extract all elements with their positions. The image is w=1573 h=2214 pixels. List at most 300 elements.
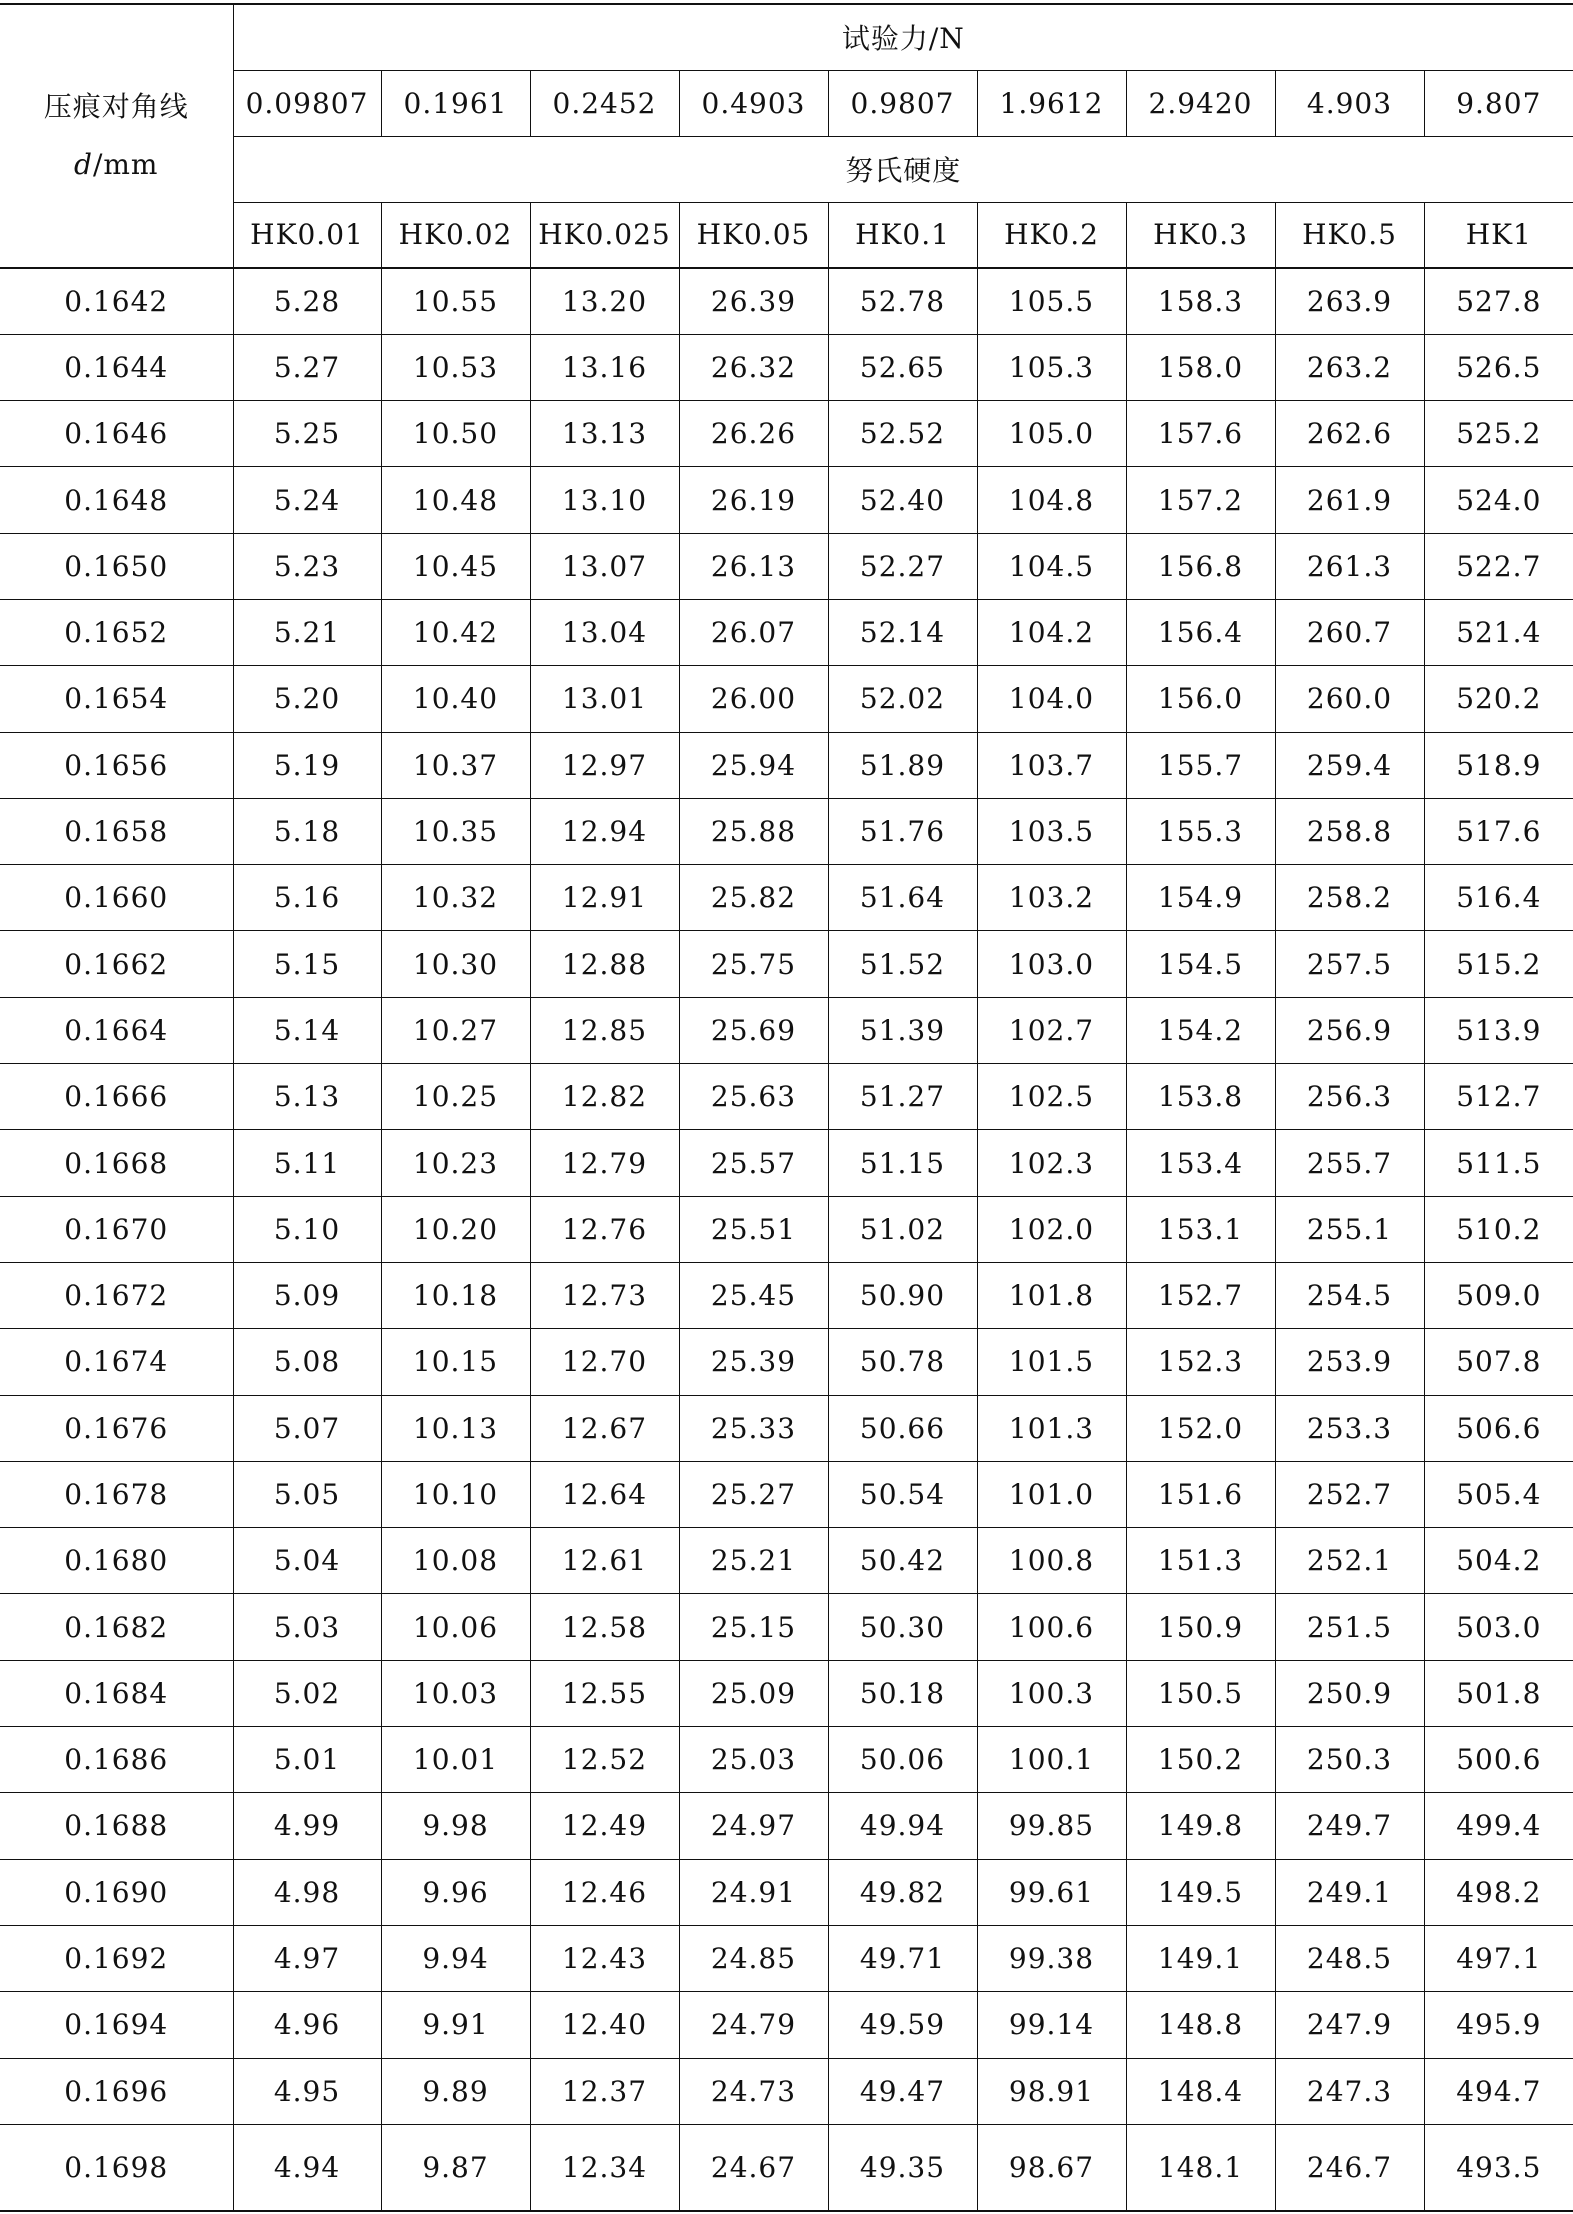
- hardness-cell: 12.43: [530, 1925, 679, 1991]
- hardness-cell: 150.9: [1126, 1594, 1275, 1660]
- hardness-cell: 12.55: [530, 1660, 679, 1726]
- hardness-cell: 5.23: [233, 533, 381, 599]
- hardness-cell: 5.03: [233, 1594, 381, 1660]
- hardness-cell: 157.2: [1126, 467, 1275, 533]
- diagonal-cell: 0.1692: [0, 1925, 233, 1991]
- hardness-cell: 524.0: [1424, 467, 1573, 533]
- table-row: [0, 1064, 1573, 1130]
- hardness-cell: 4.99: [233, 1793, 381, 1859]
- hardness-cell: 10.40: [381, 666, 530, 732]
- hardness-cell: 512.7: [1424, 1064, 1573, 1130]
- table-row: [0, 732, 1573, 798]
- hardness-cell: 102.0: [977, 1196, 1126, 1262]
- hardness-cell: 25.39: [679, 1329, 828, 1395]
- hardness-cell: 5.10: [233, 1196, 381, 1262]
- hardness-cell: 511.5: [1424, 1130, 1573, 1196]
- table-row: [0, 798, 1573, 864]
- force-value-cell: 0.1961: [381, 70, 530, 136]
- hardness-cell: 513.9: [1424, 997, 1573, 1063]
- hardness-cell: 5.15: [233, 931, 381, 997]
- hardness-cell: 498.2: [1424, 1859, 1573, 1925]
- hardness-cell: 5.19: [233, 732, 381, 798]
- hardness-cell: 150.5: [1126, 1660, 1275, 1726]
- stub-label: 压痕对角线: [43, 90, 189, 123]
- hardness-cell: 250.9: [1275, 1660, 1424, 1726]
- hardness-cell: 13.04: [530, 599, 679, 665]
- hardness-cell: 247.9: [1275, 1992, 1424, 2058]
- hardness-cell: 525.2: [1424, 401, 1573, 467]
- hardness-cell: 12.61: [530, 1528, 679, 1594]
- hardness-cell: 249.1: [1275, 1859, 1424, 1925]
- hardness-cell: 4.95: [233, 2058, 381, 2124]
- stub-unit: /mm: [92, 148, 159, 181]
- hardness-cell: 12.52: [530, 1727, 679, 1793]
- table-body: [0, 268, 1573, 2211]
- hardness-cell: 515.2: [1424, 931, 1573, 997]
- hardness-cell: 5.28: [233, 268, 381, 334]
- hardness-cell: 156.4: [1126, 599, 1275, 665]
- hardness-cell: 4.94: [233, 2124, 381, 2211]
- hardness-cell: 504.2: [1424, 1528, 1573, 1594]
- scale-label-cell: HK0.5: [1275, 202, 1424, 268]
- table-row: [0, 1196, 1573, 1262]
- hardness-cell: 26.07: [679, 599, 828, 665]
- hardness-cell: 156.0: [1126, 666, 1275, 732]
- diagonal-cell: 0.1652: [0, 599, 233, 665]
- hardness-cell: 52.52: [828, 401, 977, 467]
- hardness-cell: 5.21: [233, 599, 381, 665]
- hardness-cell: 12.88: [530, 931, 679, 997]
- hardness-cell: 10.25: [381, 1064, 530, 1130]
- diagonal-cell: 0.1674: [0, 1329, 233, 1395]
- hardness-cell: 99.14: [977, 1992, 1126, 2058]
- hardness-cell: 99.85: [977, 1793, 1126, 1859]
- hardness-cell: 10.48: [381, 467, 530, 533]
- table-row: [0, 1793, 1573, 1859]
- force-value-cell: 0.09807: [233, 70, 381, 136]
- table-row: [0, 997, 1573, 1063]
- hardness-cell: 256.9: [1275, 997, 1424, 1063]
- hardness-cell: 26.13: [679, 533, 828, 599]
- hardness-cell: 509.0: [1424, 1262, 1573, 1328]
- hardness-cell: 518.9: [1424, 732, 1573, 798]
- hardness-cell: 12.70: [530, 1329, 679, 1395]
- hardness-cell: 158.3: [1126, 268, 1275, 334]
- hardness-cell: 12.76: [530, 1196, 679, 1262]
- hardness-cell: 5.11: [233, 1130, 381, 1196]
- hardness-cell: 26.39: [679, 268, 828, 334]
- hardness-cell: 51.27: [828, 1064, 977, 1130]
- hardness-cell: 13.16: [530, 334, 679, 400]
- hardness-cell: 9.91: [381, 1992, 530, 2058]
- hardness-cell: 258.8: [1275, 798, 1424, 864]
- force-value-cell: 4.903: [1275, 70, 1424, 136]
- hardness-cell: 13.10: [530, 467, 679, 533]
- table-row: [0, 865, 1573, 931]
- hardness-cell: 50.90: [828, 1262, 977, 1328]
- scale-label-cell: HK0.05: [679, 202, 828, 268]
- hardness-cell: 25.57: [679, 1130, 828, 1196]
- diagonal-cell: 0.1664: [0, 997, 233, 1063]
- hardness-cell: 50.42: [828, 1528, 977, 1594]
- hardness-cell: 51.52: [828, 931, 977, 997]
- hardness-cell: 10.37: [381, 732, 530, 798]
- force-value-cell: 0.9807: [828, 70, 977, 136]
- hardness-cell: 51.15: [828, 1130, 977, 1196]
- hardness-cell: 49.82: [828, 1859, 977, 1925]
- hardness-cell: 51.64: [828, 865, 977, 931]
- table-row: [0, 2058, 1573, 2124]
- hardness-cell: 526.5: [1424, 334, 1573, 400]
- hardness-cell: 503.0: [1424, 1594, 1573, 1660]
- hardness-cell: 249.7: [1275, 1793, 1424, 1859]
- hardness-cell: 50.78: [828, 1329, 977, 1395]
- table-row: [0, 1992, 1573, 2058]
- hardness-cell: 25.94: [679, 732, 828, 798]
- hardness-cell: 247.3: [1275, 2058, 1424, 2124]
- hardness-cell: 148.4: [1126, 2058, 1275, 2124]
- hardness-cell: 102.5: [977, 1064, 1126, 1130]
- hardness-cell: 50.06: [828, 1727, 977, 1793]
- hardness-cell: 13.07: [530, 533, 679, 599]
- scale-label-cell: HK0.01: [233, 202, 381, 268]
- hardness-cell: 152.0: [1126, 1395, 1275, 1461]
- hardness-cell: 100.8: [977, 1528, 1126, 1594]
- hardness-cell: 517.6: [1424, 798, 1573, 864]
- hardness-cell: 154.5: [1126, 931, 1275, 997]
- hardness-cell: 12.46: [530, 1859, 679, 1925]
- hardness-cell: 151.6: [1126, 1461, 1275, 1527]
- hardness-cell: 5.08: [233, 1329, 381, 1395]
- hardness-cell: 527.8: [1424, 268, 1573, 334]
- diagonal-cell: 0.1662: [0, 931, 233, 997]
- table-row: [0, 2124, 1573, 2211]
- hardness-cell: 12.94: [530, 798, 679, 864]
- hardness-cell: 258.2: [1275, 865, 1424, 931]
- hardness-cell: 500.6: [1424, 1727, 1573, 1793]
- hardness-cell: 12.91: [530, 865, 679, 931]
- knoop-hardness-table: [0, 3, 1573, 2212]
- hardness-cell: 522.7: [1424, 533, 1573, 599]
- hardness-cell: 155.3: [1126, 798, 1275, 864]
- hardness-cell: 50.54: [828, 1461, 977, 1527]
- hardness-cell: 151.3: [1126, 1528, 1275, 1594]
- hardness-cell: 248.5: [1275, 1925, 1424, 1991]
- hardness-cell: 155.7: [1126, 732, 1275, 798]
- scale-label-cell: HK0.025: [530, 202, 679, 268]
- diagonal-cell: 0.1690: [0, 1859, 233, 1925]
- hardness-cell: 50.66: [828, 1395, 977, 1461]
- hardness-cell: 5.09: [233, 1262, 381, 1328]
- hardness-cell: 49.71: [828, 1925, 977, 1991]
- hardness-cell: 103.0: [977, 931, 1126, 997]
- hardness-cell: 5.04: [233, 1528, 381, 1594]
- diagonal-cell: 0.1656: [0, 732, 233, 798]
- hardness-cell: 153.8: [1126, 1064, 1275, 1130]
- hardness-cell: 5.20: [233, 666, 381, 732]
- hardness-cell: 49.47: [828, 2058, 977, 2124]
- hardness-cell: 10.15: [381, 1329, 530, 1395]
- hardness-cell: 262.6: [1275, 401, 1424, 467]
- diagonal-cell: 0.1694: [0, 1992, 233, 2058]
- diagonal-cell: 0.1678: [0, 1461, 233, 1527]
- hardness-cell: 12.73: [530, 1262, 679, 1328]
- hardness-cell: 12.64: [530, 1461, 679, 1527]
- hardness-cell: 25.33: [679, 1395, 828, 1461]
- force-value-cell: 0.2452: [530, 70, 679, 136]
- hardness-cell: 499.4: [1424, 1793, 1573, 1859]
- hardness-cell: 12.34: [530, 2124, 679, 2211]
- hardness-cell: 25.09: [679, 1660, 828, 1726]
- force-value-cell: 9.807: [1424, 70, 1573, 136]
- hardness-cell: 52.27: [828, 533, 977, 599]
- hardness-cell: 12.79: [530, 1130, 679, 1196]
- hardness-cell: 10.01: [381, 1727, 530, 1793]
- table-row: [0, 1528, 1573, 1594]
- force-value-cell: 2.9420: [1126, 70, 1275, 136]
- hardness-cell: 10.30: [381, 931, 530, 997]
- hardness-cell: 148.1: [1126, 2124, 1275, 2211]
- hardness-cell: 26.26: [679, 401, 828, 467]
- hardness-cell: 10.23: [381, 1130, 530, 1196]
- hardness-cell: 10.27: [381, 997, 530, 1063]
- header-row-scales: [0, 202, 1573, 268]
- hardness-cell: 13.01: [530, 666, 679, 732]
- diagonal-cell: 0.1666: [0, 1064, 233, 1130]
- hardness-cell: 52.14: [828, 599, 977, 665]
- table-row: [0, 401, 1573, 467]
- hardness-cell: 52.40: [828, 467, 977, 533]
- diagonal-cell: 0.1660: [0, 865, 233, 931]
- hardness-cell: 99.38: [977, 1925, 1126, 1991]
- header-row-forces: [0, 70, 1573, 136]
- force-title: 试验力/N: [233, 4, 1573, 70]
- hardness-cell: 4.98: [233, 1859, 381, 1925]
- hardness-cell: 104.5: [977, 533, 1126, 599]
- hardness-cell: 260.7: [1275, 599, 1424, 665]
- hardness-cell: 10.42: [381, 599, 530, 665]
- hardness-cell: 13.20: [530, 268, 679, 334]
- scale-label-cell: HK0.2: [977, 202, 1126, 268]
- hardness-cell: 98.67: [977, 2124, 1126, 2211]
- hardness-cell: 10.32: [381, 865, 530, 931]
- diagonal-cell: 0.1680: [0, 1528, 233, 1594]
- hardness-cell: 103.7: [977, 732, 1126, 798]
- header-row-force-title: [0, 4, 1573, 70]
- hardness-cell: 520.2: [1424, 666, 1573, 732]
- table-row: [0, 599, 1573, 665]
- hardness-cell: 10.55: [381, 268, 530, 334]
- hardness-cell: 255.1: [1275, 1196, 1424, 1262]
- hardness-cell: 25.75: [679, 931, 828, 997]
- diagonal-cell: 0.1670: [0, 1196, 233, 1262]
- hardness-cell: 5.05: [233, 1461, 381, 1527]
- hardness-cell: 256.3: [1275, 1064, 1424, 1130]
- hardness-cell: 10.50: [381, 401, 530, 467]
- hardness-cell: 25.69: [679, 997, 828, 1063]
- hardness-cell: 24.91: [679, 1859, 828, 1925]
- force-value-cell: 0.4903: [679, 70, 828, 136]
- hardness-cell: 100.6: [977, 1594, 1126, 1660]
- hardness-cell: 99.61: [977, 1859, 1126, 1925]
- diagonal-cell: 0.1646: [0, 401, 233, 467]
- hardness-cell: 25.82: [679, 865, 828, 931]
- hardness-cell: 100.3: [977, 1660, 1126, 1726]
- hardness-cell: 12.82: [530, 1064, 679, 1130]
- hardness-cell: 12.85: [530, 997, 679, 1063]
- table-row: [0, 1130, 1573, 1196]
- table-row: [0, 334, 1573, 400]
- hardness-cell: 101.3: [977, 1395, 1126, 1461]
- hardness-cell: 5.01: [233, 1727, 381, 1793]
- hardness-cell: 253.3: [1275, 1395, 1424, 1461]
- hardness-cell: 10.45: [381, 533, 530, 599]
- table-row: [0, 1461, 1573, 1527]
- scale-label-cell: HK0.3: [1126, 202, 1275, 268]
- hardness-cell: 505.4: [1424, 1461, 1573, 1527]
- hardness-cell: 5.16: [233, 865, 381, 931]
- diagonal-cell: 0.1682: [0, 1594, 233, 1660]
- table-row: [0, 268, 1573, 334]
- hardness-cell: 103.5: [977, 798, 1126, 864]
- table-row: [0, 1329, 1573, 1395]
- hardness-cell: 5.25: [233, 401, 381, 467]
- hardness-cell: 148.8: [1126, 1992, 1275, 2058]
- hardness-cell: 102.7: [977, 997, 1126, 1063]
- hardness-cell: 50.18: [828, 1660, 977, 1726]
- hardness-cell: 105.3: [977, 334, 1126, 400]
- hardness-cell: 26.00: [679, 666, 828, 732]
- hardness-cell: 104.8: [977, 467, 1126, 533]
- hardness-cell: 9.94: [381, 1925, 530, 1991]
- hardness-cell: 149.8: [1126, 1793, 1275, 1859]
- hardness-cell: 24.85: [679, 1925, 828, 1991]
- hardness-cell: 100.1: [977, 1727, 1126, 1793]
- hardness-cell: 150.2: [1126, 1727, 1275, 1793]
- hardness-cell: 52.78: [828, 268, 977, 334]
- force-value-cell: 1.9612: [977, 70, 1126, 136]
- hardness-cell: 24.97: [679, 1793, 828, 1859]
- hardness-cell: 154.2: [1126, 997, 1275, 1063]
- hardness-cell: 52.02: [828, 666, 977, 732]
- hardness-cell: 252.1: [1275, 1528, 1424, 1594]
- table-row: [0, 1925, 1573, 1991]
- hardness-cell: 12.67: [530, 1395, 679, 1461]
- hardness-cell: 101.5: [977, 1329, 1126, 1395]
- hardness-cell: 263.9: [1275, 268, 1424, 334]
- hardness-cell: 497.1: [1424, 1925, 1573, 1991]
- hardness-cell: 149.1: [1126, 1925, 1275, 1991]
- hardness-cell: 101.0: [977, 1461, 1126, 1527]
- scale-label-cell: HK1: [1424, 202, 1573, 268]
- hardness-cell: 105.0: [977, 401, 1126, 467]
- hardness-cell: 13.13: [530, 401, 679, 467]
- hardness-cell: 263.2: [1275, 334, 1424, 400]
- hardness-cell: 4.97: [233, 1925, 381, 1991]
- hardness-cell: 5.14: [233, 997, 381, 1063]
- hardness-cell: 5.02: [233, 1660, 381, 1726]
- hardness-cell: 152.3: [1126, 1329, 1275, 1395]
- diagonal-cell: 0.1642: [0, 268, 233, 334]
- diagonal-cell: 0.1686: [0, 1727, 233, 1793]
- hardness-cell: 154.9: [1126, 865, 1275, 931]
- hardness-cell: 149.5: [1126, 1859, 1275, 1925]
- hardness-cell: 261.9: [1275, 467, 1424, 533]
- diagonal-cell: 0.1668: [0, 1130, 233, 1196]
- table-row: [0, 931, 1573, 997]
- hardness-cell: 26.19: [679, 467, 828, 533]
- hardness-cell: 495.9: [1424, 1992, 1573, 2058]
- hardness-cell: 51.39: [828, 997, 977, 1063]
- table-row: [0, 666, 1573, 732]
- hardness-cell: 51.76: [828, 798, 977, 864]
- hardness-cell: 24.67: [679, 2124, 828, 2211]
- hardness-cell: 257.5: [1275, 931, 1424, 997]
- hardness-cell: 5.13: [233, 1064, 381, 1130]
- hardness-cell: 51.02: [828, 1196, 977, 1262]
- hardness-cell: 10.13: [381, 1395, 530, 1461]
- scale-label-cell: HK0.1: [828, 202, 977, 268]
- hardness-cell: 12.49: [530, 1793, 679, 1859]
- hardness-cell: 255.7: [1275, 1130, 1424, 1196]
- diagonal-cell: 0.1698: [0, 2124, 233, 2211]
- hardness-cell: 10.03: [381, 1660, 530, 1726]
- hardness-cell: 153.4: [1126, 1130, 1275, 1196]
- hardness-cell: 254.5: [1275, 1262, 1424, 1328]
- hardness-cell: 493.5: [1424, 2124, 1573, 2211]
- hardness-cell: 10.53: [381, 334, 530, 400]
- hardness-cell: 25.45: [679, 1262, 828, 1328]
- hardness-cell: 98.91: [977, 2058, 1126, 2124]
- diagonal-cell: 0.1654: [0, 666, 233, 732]
- diagonal-cell: 0.1696: [0, 2058, 233, 2124]
- table-row: [0, 1727, 1573, 1793]
- hardness-cell: 25.27: [679, 1461, 828, 1527]
- table-row: [0, 1859, 1573, 1925]
- hardness-cell: 501.8: [1424, 1660, 1573, 1726]
- hardness-cell: 101.8: [977, 1262, 1126, 1328]
- diagonal-cell: 0.1684: [0, 1660, 233, 1726]
- hardness-cell: 157.6: [1126, 401, 1275, 467]
- hardness-cell: 51.89: [828, 732, 977, 798]
- hardness-cell: 259.4: [1275, 732, 1424, 798]
- diagonal-cell: 0.1644: [0, 334, 233, 400]
- hardness-cell: 507.8: [1424, 1329, 1573, 1395]
- hardness-cell: 250.3: [1275, 1727, 1424, 1793]
- header-row-hardness-title: [0, 136, 1573, 202]
- hardness-cell: 49.59: [828, 1992, 977, 2058]
- hardness-cell: 25.21: [679, 1528, 828, 1594]
- hardness-cell: 152.7: [1126, 1262, 1275, 1328]
- hardness-cell: 5.18: [233, 798, 381, 864]
- hardness-cell: 246.7: [1275, 2124, 1424, 2211]
- hardness-cell: 25.51: [679, 1196, 828, 1262]
- hardness-cell: 12.40: [530, 1992, 679, 2058]
- hardness-cell: 10.20: [381, 1196, 530, 1262]
- hardness-cell: 24.79: [679, 1992, 828, 2058]
- hardness-cell: 9.96: [381, 1859, 530, 1925]
- hardness-cell: 4.96: [233, 1992, 381, 2058]
- hardness-cell: 158.0: [1126, 334, 1275, 400]
- hardness-cell: 153.1: [1126, 1196, 1275, 1262]
- hardness-cell: 253.9: [1275, 1329, 1424, 1395]
- hardness-cell: 156.8: [1126, 533, 1275, 599]
- hardness-cell: 24.73: [679, 2058, 828, 2124]
- hardness-cell: 5.24: [233, 467, 381, 533]
- hardness-cell: 49.94: [828, 1793, 977, 1859]
- hardness-cell: 12.37: [530, 2058, 679, 2124]
- hardness-cell: 260.0: [1275, 666, 1424, 732]
